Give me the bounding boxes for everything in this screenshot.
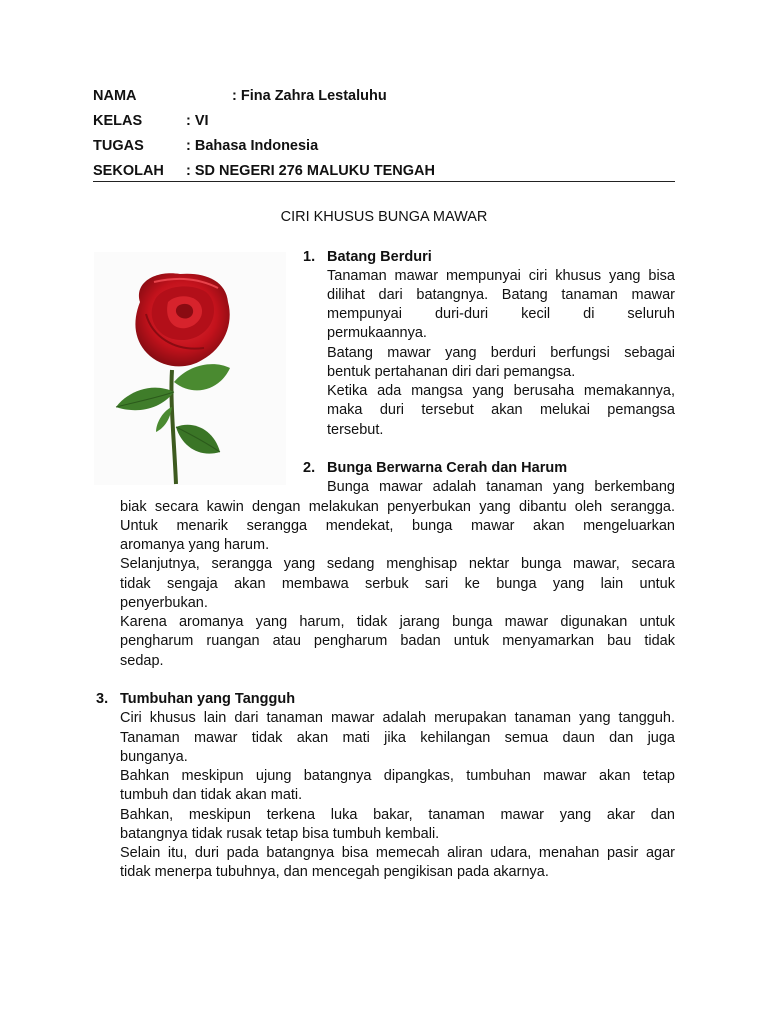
section3-line: tidak menerpa tubuhnya, dan mencegah pengikisan pada akarnya. — [120, 864, 549, 880]
section2-line: biak secara kawin dengan melakukan penyerbukan yang dibantu oleh serangga. — [120, 499, 675, 515]
section1-line: Tanaman mawar mempunyai ciri khusus yang bisa — [327, 268, 675, 284]
section3-number: 3. — [96, 691, 109, 707]
section2-line: Karena aromanya yang harum, tidak jarang bunga mawar digunakan untuk — [120, 614, 675, 630]
red-rose-photo-icon — [94, 252, 286, 485]
section2-line: sedap. — [120, 653, 164, 669]
tugas-value: : Bahasa Indonesia — [186, 138, 319, 154]
section1-line: tersebut. — [327, 422, 384, 438]
section2-line: penyerbukan. — [120, 595, 208, 611]
section2-number: 2. — [303, 460, 316, 476]
section3-line: Tanaman mawar tidak akan mati jika kehilangan semua daun dan juga — [120, 730, 675, 746]
section2-line: Selanjutnya, serangga yang sedang menghisap nektar bunga mawar, secara — [120, 556, 675, 572]
tugas-label: TUGAS — [93, 138, 144, 154]
section1-number: 1. — [303, 249, 316, 265]
section1-line: dilihat dari batangnya. Batang tanaman mawar — [327, 287, 675, 303]
kelas-label: KELAS — [93, 113, 143, 129]
section1-line: bentuk pertahanan diri dari pemangsa. — [327, 364, 576, 380]
section3-line: Ciri khusus lain dari tanaman mawar adalah merupakan tanaman yang tangguh. — [120, 710, 675, 726]
section3-line: batangnya tidak rusak tetap bisa tumbuh kembali. — [120, 826, 440, 842]
section3-line: Selain itu, duri pada batangnya bisa memecah aliran udara, menahan pasir agar — [120, 845, 675, 861]
section1-heading: Batang Berduri — [327, 249, 432, 265]
section2-line: Untuk menarik serangga mendekat, bunga mawar akan mengeluarkan — [120, 518, 675, 534]
section2-line: tidak sengaja akan membawa serbuk sari ke bunga yang lain untuk — [120, 576, 675, 592]
section1-line: permukaannya. — [327, 325, 427, 341]
nama-label: NAMA — [93, 88, 137, 104]
section2-line: pengharum ruangan atau pengharum badan untuk menyamarkan bau tidak — [120, 633, 675, 649]
section1-line: Ketika ada mangsa yang berusaha memakannya, — [327, 383, 675, 399]
section3-heading: Tumbuhan yang Tangguh — [120, 691, 296, 707]
section1-line: Batang mawar yang berduri berfungsi sebagai — [327, 345, 675, 361]
section3-line: Bahkan, meskipun terkena luka bakar, tanaman mawar yang akar dan — [120, 807, 675, 823]
document-title: CIRI KHUSUS BUNGA MAWAR — [280, 209, 488, 225]
section3-line: tumbuh dan tidak akan mati. — [120, 787, 303, 803]
header-divider — [93, 181, 675, 182]
section3-line: Bahkan meskipun ujung batangnya dipangkas, tumbuhan mawar akan tetap — [120, 768, 675, 784]
sekolah-value: : SD NEGERI 276 MALUKU TENGAH — [186, 163, 435, 179]
kelas-value: : VI — [186, 113, 209, 129]
section1-line: mempunyai duri-duri kecil di seluruh — [327, 306, 675, 322]
section2-line: Bunga mawar adalah tanaman yang berkembang — [327, 479, 675, 495]
sekolah-label: SEKOLAH — [93, 163, 164, 179]
nama-value: : Fina Zahra Lestaluhu — [232, 88, 387, 104]
section2-heading: Bunga Berwarna Cerah dan Harum — [327, 460, 568, 476]
section3-line: bunganya. — [120, 749, 188, 765]
section1-line: maka duri tersebut akan melukai pemangsa — [327, 402, 675, 418]
section2-line: aromanya yang harum. — [120, 537, 270, 553]
